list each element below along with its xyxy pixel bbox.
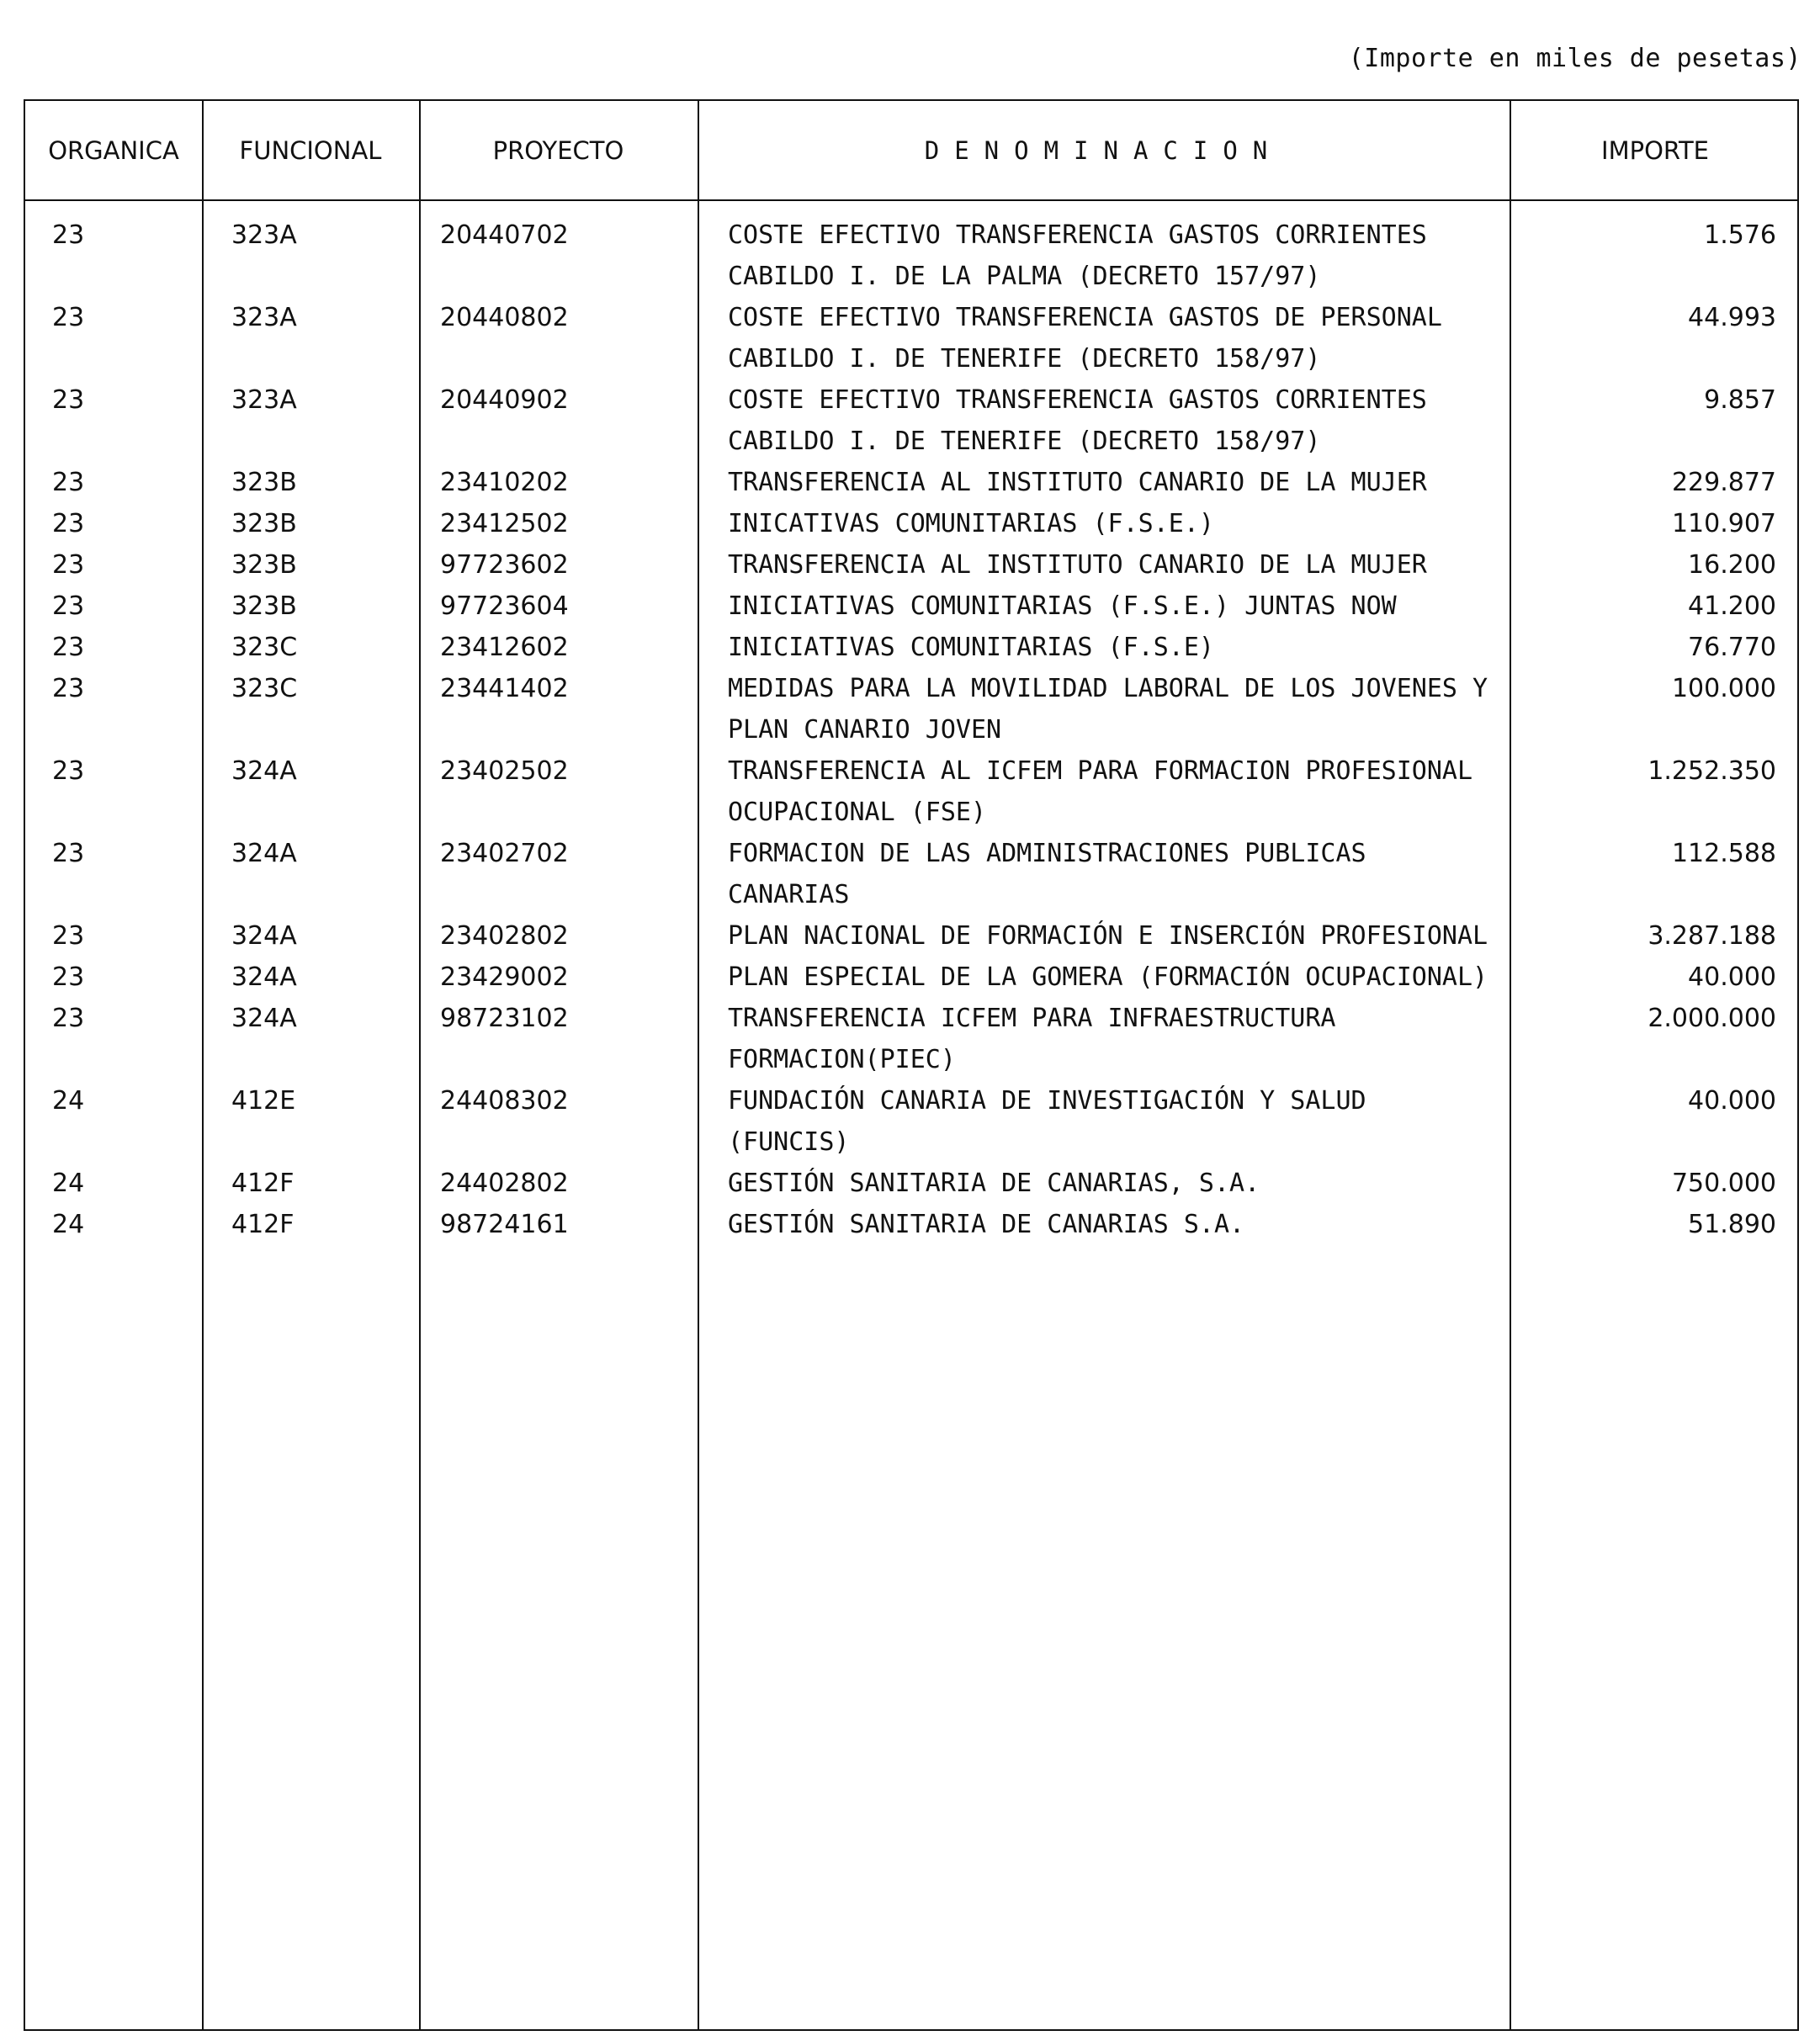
proyecto-cell: 24402802 xyxy=(440,1169,569,1198)
denominacion-line: PLAN CANARIO JOVEN xyxy=(728,715,1002,745)
denominacion-cell xyxy=(728,503,1510,544)
table-row xyxy=(25,1080,1797,1163)
importe-cell: 41.200 xyxy=(1688,591,1776,621)
denominacion-cell xyxy=(728,833,1510,915)
table-row xyxy=(25,297,1797,379)
proyecto-cell: 23412602 xyxy=(440,633,569,662)
organica-cell: 23 xyxy=(52,509,85,538)
denominacion-cell xyxy=(728,379,1510,462)
denominacion-line: FORMACION(PIEC) xyxy=(728,1045,956,1074)
denominacion-cell xyxy=(728,297,1510,379)
table-row xyxy=(25,215,1797,297)
table-row xyxy=(25,503,1797,544)
importe-cell: 100.000 xyxy=(1671,674,1776,703)
proyecto-cell: 24408302 xyxy=(440,1086,569,1116)
organica-cell: 23 xyxy=(52,633,85,662)
funcional-cell: 323B xyxy=(231,509,297,538)
importe-cell: 44.993 xyxy=(1688,303,1776,332)
funcional-cell: 324A xyxy=(231,921,297,951)
denominacion-cell xyxy=(728,544,1510,586)
denominacion-line: INICIATIVAS COMUNITARIAS (F.S.E) xyxy=(728,633,1214,662)
denominacion-line: FUNDACIÓN CANARIA DE INVESTIGACIÓN Y SALUD xyxy=(728,1086,1366,1116)
denominacion-cell xyxy=(728,215,1510,297)
denominacion-cell xyxy=(728,957,1510,998)
denominacion-line: OCUPACIONAL (FSE) xyxy=(728,798,987,827)
importe-cell: 9.857 xyxy=(1704,385,1776,415)
denominacion-line: TRANSFERENCIA ICFEM PARA INFRAESTRUCTURA xyxy=(728,1004,1336,1033)
organica-cell: 23 xyxy=(52,220,85,250)
table-row xyxy=(25,998,1797,1080)
proyecto-cell: 23402802 xyxy=(440,921,569,951)
proyecto-cell: 20440802 xyxy=(440,303,569,332)
denominacion-line: PLAN ESPECIAL DE LA GOMERA (FORMACIÓN OCUPACIONAL) xyxy=(728,962,1488,992)
funcional-cell: 324A xyxy=(231,839,297,868)
funcional-cell: 323B xyxy=(231,550,297,580)
table-row xyxy=(25,833,1797,915)
denominacion-line: FORMACION DE LAS ADMINISTRACIONES PUBLICAS xyxy=(728,839,1366,868)
importe-cell: 2.000.000 xyxy=(1648,1004,1776,1033)
importe-cell: 750.000 xyxy=(1671,1169,1776,1198)
denominacion-line: TRANSFERENCIA AL ICFEM PARA FORMACION PROFESIONAL xyxy=(728,756,1473,786)
table-row xyxy=(25,462,1797,503)
funcional-cell: 412F xyxy=(231,1210,294,1239)
funcional-cell: 323B xyxy=(231,468,297,497)
organica-cell: 23 xyxy=(52,591,85,621)
denominacion-line: INICATIVAS COMUNITARIAS (F.S.E.) xyxy=(728,509,1214,538)
organica-cell: 23 xyxy=(52,385,85,415)
funcional-cell: 323B xyxy=(231,591,297,621)
denominacion-line: (FUNCIS) xyxy=(728,1127,850,1157)
header-funcional: FUNCIONAL xyxy=(239,135,382,165)
table-row xyxy=(25,915,1797,957)
organica-cell: 23 xyxy=(52,303,85,332)
table-row xyxy=(25,750,1797,833)
denominacion-cell xyxy=(728,1080,1510,1163)
funcional-cell: 324A xyxy=(231,962,297,992)
organica-cell: 23 xyxy=(52,839,85,868)
denominacion-cell xyxy=(728,998,1510,1080)
importe-cell: 16.200 xyxy=(1688,550,1776,580)
importe-cell: 1.576 xyxy=(1704,220,1776,250)
denominacion-line: TRANSFERENCIA AL INSTITUTO CANARIO DE LA MUJER xyxy=(728,550,1427,580)
table-row xyxy=(25,544,1797,586)
importe-cell: 112.588 xyxy=(1671,839,1776,868)
denominacion-line: CABILDO I. DE TENERIFE (DECRETO 158/97) xyxy=(728,427,1321,456)
organica-cell: 23 xyxy=(52,550,85,580)
funcional-cell: 412E xyxy=(231,1086,296,1116)
denominacion-cell xyxy=(728,586,1510,627)
budget-table xyxy=(24,99,1799,2031)
denominacion-line: COSTE EFECTIVO TRANSFERENCIA GASTOS CORRIENTES xyxy=(728,220,1427,250)
organica-cell: 23 xyxy=(52,756,85,786)
header-organica: ORGANICA xyxy=(48,135,179,165)
denominacion-line: INICIATIVAS COMUNITARIAS (F.S.E.) JUNTAS NOW xyxy=(728,591,1397,621)
funcional-cell: 324A xyxy=(231,756,297,786)
denominacion-cell xyxy=(728,462,1510,503)
importe-cell: 1.252.350 xyxy=(1648,756,1776,786)
funcional-cell: 323C xyxy=(231,674,298,703)
importe-cell: 51.890 xyxy=(1688,1210,1776,1239)
proyecto-cell: 23429002 xyxy=(440,962,569,992)
funcional-cell: 323A xyxy=(231,385,297,415)
denominacion-cell xyxy=(728,915,1510,957)
denominacion-cell xyxy=(728,627,1510,668)
proyecto-cell: 97723604 xyxy=(440,591,569,621)
table-row xyxy=(25,957,1797,998)
denominacion-line: COSTE EFECTIVO TRANSFERENCIA GASTOS CORRIENTES xyxy=(728,385,1427,415)
proyecto-cell: 23402702 xyxy=(440,839,569,868)
denominacion-cell xyxy=(728,750,1510,833)
importe-cell: 110.907 xyxy=(1671,509,1776,538)
table-row xyxy=(25,1163,1797,1204)
importe-cell: 40.000 xyxy=(1688,962,1776,992)
table-row xyxy=(25,1204,1797,1245)
proyecto-cell: 23410202 xyxy=(440,468,569,497)
funcional-cell: 323A xyxy=(231,220,297,250)
header-proyecto: PROYECTO xyxy=(492,135,624,165)
table-row xyxy=(25,586,1797,627)
proyecto-cell: 20440702 xyxy=(440,220,569,250)
denominacion-cell xyxy=(728,1163,1510,1204)
denominacion-line: CABILDO I. DE LA PALMA (DECRETO 157/97) xyxy=(728,262,1321,291)
denominacion-cell xyxy=(728,1204,1510,1245)
proyecto-cell: 97723602 xyxy=(440,550,569,580)
organica-cell: 23 xyxy=(52,468,85,497)
table-row xyxy=(25,379,1797,462)
table-row xyxy=(25,668,1797,750)
denominacion-line: GESTIÓN SANITARIA DE CANARIAS, S.A. xyxy=(728,1169,1260,1198)
funcional-cell: 324A xyxy=(231,1004,297,1033)
denominacion-line: PLAN NACIONAL DE FORMACIÓN E INSERCIÓN PROFESIONAL xyxy=(728,921,1488,951)
importe-cell: 229.877 xyxy=(1671,468,1776,497)
denominacion-line: CABILDO I. DE TENERIFE (DECRETO 158/97) xyxy=(728,344,1321,374)
importe-cell: 3.287.188 xyxy=(1648,921,1776,951)
table-row xyxy=(25,627,1797,668)
proyecto-cell: 23441402 xyxy=(440,674,569,703)
organica-cell: 23 xyxy=(52,1004,85,1033)
denominacion-line: MEDIDAS PARA LA MOVILIDAD LABORAL DE LOS JOVENES Y xyxy=(728,674,1488,703)
header-importe: IMPORTE xyxy=(1601,135,1709,165)
proyecto-cell: 23412502 xyxy=(440,509,569,538)
funcional-cell: 323A xyxy=(231,303,297,332)
organica-cell: 23 xyxy=(52,962,85,992)
denominacion-cell xyxy=(728,668,1510,750)
importe-cell: 40.000 xyxy=(1688,1086,1776,1116)
organica-cell: 24 xyxy=(52,1169,85,1198)
denominacion-line: CANARIAS xyxy=(728,880,850,909)
units-note: (Importe en miles de pesetas) xyxy=(1348,44,1801,73)
organica-cell: 24 xyxy=(52,1086,85,1116)
denominacion-line: TRANSFERENCIA AL INSTITUTO CANARIO DE LA MUJER xyxy=(728,468,1427,497)
proyecto-cell: 20440902 xyxy=(440,385,569,415)
organica-cell: 23 xyxy=(52,921,85,951)
funcional-cell: 323C xyxy=(231,633,298,662)
denominacion-line: GESTIÓN SANITARIA DE CANARIAS S.A. xyxy=(728,1210,1245,1239)
denominacion-line: COSTE EFECTIVO TRANSFERENCIA GASTOS DE PERSONAL xyxy=(728,303,1442,332)
funcional-cell: 412F xyxy=(231,1169,294,1198)
proyecto-cell: 98723102 xyxy=(440,1004,569,1033)
organica-cell: 23 xyxy=(52,674,85,703)
proyecto-cell: 98724161 xyxy=(440,1210,569,1239)
proyecto-cell: 23402502 xyxy=(440,756,569,786)
organica-cell: 24 xyxy=(52,1210,85,1239)
importe-cell: 76.770 xyxy=(1688,633,1776,662)
table-body xyxy=(25,199,1797,1245)
header-denominacion: DENOMINACION xyxy=(924,135,1283,165)
